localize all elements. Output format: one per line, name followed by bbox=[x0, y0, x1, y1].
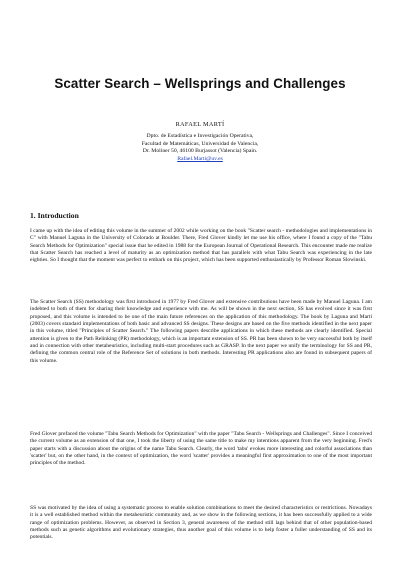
author-affiliation bbox=[0, 133, 400, 163]
author-email-link[interactable]: Rafael.Marti@uv.es bbox=[177, 155, 223, 162]
affiliation-line-department: Dpto. de Estadística e Investigación Operativa, bbox=[146, 133, 254, 139]
affiliation-line-faculty: Facultad de Matemáticas, Universidad de Valencia, bbox=[141, 140, 259, 147]
paragraph: I came up with the idea of editing this volume in the summer of 2002 while working on the book "Scatter search - methodologies and implementations in C" with Manuel Laguna in the University of Colorado at Boulder. There, Fred Glover kindly let me use his office, where I found a copy of the "Tabu Search Methods for Optimization" special issue that he edited in 1988 for the European Journal of Operational Research. This encounter made me realize that Scatter Search has reached a level of maturity as an optimization method that has parallels with what Tabu Search was experiencing in the late eighties. So I thought that the moment was perfect to embark on this project, which has been supported enthusiastically by Professor Roman Slowinski. bbox=[30, 228, 372, 264]
section-heading-introduction: 1. Introduction bbox=[30, 211, 79, 220]
paragraph: The Scatter Search (SS) methodology was first introduced in 1977 by Fred Glover and extensive contributions have been made by Manuel Laguna. I am indebted to both of them for sharing their knowledge and experience with me. As will be shown in the next section, SS has evolved since it was first proposed, and this volume is intended to be one of the main future references on the application of this methodology. The book by Laguna and Martí (2003) covers standard implementations of both basic and advanced SS designs. These designs are based on the five methods identified in the next paper in this volume, titled "Principles of Scatter Search." The following papers describe applications in which these methods are clearly identified. Special attention is given to the Path Relinking (PR) methodology, which is an important extension of SS. PR has been shown to be very successful both by itself and in connection with other metaheuristics, including multi-start procedures such as GRASP. In the next paper we unify the terminology for SS and PR, defining the common central role of the Reference Set of solutions in both methods. Interesting PR applications also are found in subsequent papers of this volume. bbox=[30, 299, 372, 364]
author-name: RAFAEL MARTÍ bbox=[175, 121, 225, 128]
affiliation-line-address: Dr. Moliner 50, 46100 Burjassot (Valencia) Spain. bbox=[142, 148, 258, 155]
paper-title: Scatter Search – Wellsprings and Challenges bbox=[54, 76, 346, 91]
paragraph: SS was motivated by the idea of using a systematic process to enable solution combinations to meet the desired characteristics or restrictions. Nowadays it is a well established method within the metaheuristic community and, as we show in the following sections, it has been successfully applied to a wide range of optimization problems. However, as observed in Section 3, general awareness of the method still lags behind that of other population-based methods such as genetic algorithms and evolutionary strategies, thus another goal of this volume is to help foster a fuller understanding of SS and its potentials. bbox=[30, 505, 372, 541]
paragraph: Fred Glover prefaced the volume "Tabu Search Methods for Optimization" with the paper "Tabu Search - Wellsprings and Challenges". Since I conceived the current volume as an extension of that one, I took the liberty of using the same title to make my intentions apparent from the very beginning. Fred's paper starts with a discussion about the origins of the name Tabu Search. Clearly, the word 'tabu' evokes more interesting and colorful associations than 'scatter' but, on the other hand, in the context of optimization, the word 'scatter' provides a meaningful first approximation to one of the most important principles of the method. bbox=[30, 431, 372, 467]
